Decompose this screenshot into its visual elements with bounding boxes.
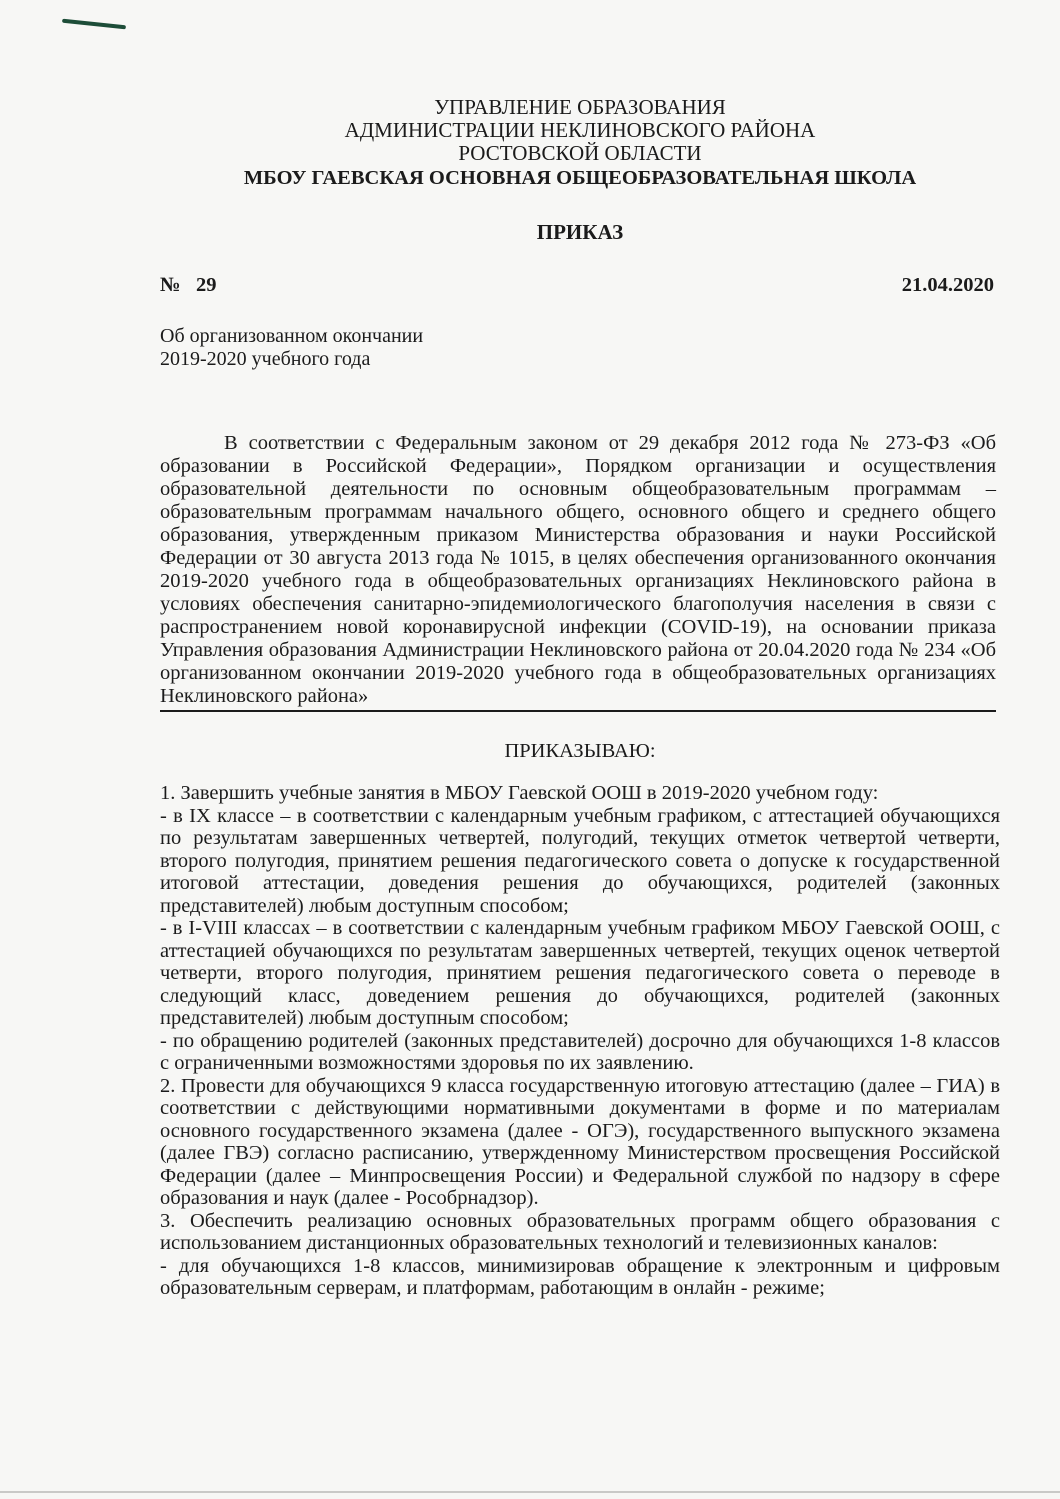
order-date: 21.04.2020: [901, 274, 994, 296]
subject-line-1: Об организованном окончании: [160, 325, 424, 347]
scan-edge: [0, 1491, 1060, 1493]
order-number-row: [160, 274, 994, 297]
paragraph: - в I-VIII классах – в соответствии с календарным учебным графиком МБОУ Гаевской ООШ, с аттестацией обучающихся по результатам завершенных четвертей, текущих оценок четвертой четверти, второго полугодия, принятием решения педагогического совета о переводе в следующий класс, доведением решения до обучающихся, родителей (законных представителей) любым доступным способом;: [160, 917, 1000, 1029]
paragraph: 1. Завершить учебные занятия в МБОУ Гаевской ООШ в 2019-2020 учебном году:: [160, 782, 879, 804]
paragraph: 3. Обеспечить реализацию основных образовательных программ общего образования с использованием дистанционных образовательных технологий и телевизионных каналов:: [160, 1209, 1000, 1254]
letterhead: [160, 96, 1000, 190]
paragraph: - по обращению родителей (законных представителей) досрочно для обучающихся 1-8 классов с ограниченными возможностями здоровья по их заявлению.: [160, 1029, 1000, 1074]
paragraph: - в IX классе – в соответствии с календарным учебным графиком, с аттестацией обучающихся по результатам завершенных четвертей, полугодий, текущих отметок четвертой четверти, второго полугодия, принятием решения педагогического совета о допуске к государственной итоговой аттестации, доведения решения до обучающихся, родителей (законных представителей) любым доступным способом;: [160, 804, 1000, 917]
header-line-3: РОСТОВСКОЙ ОБЛАСТИ: [458, 141, 702, 165]
command-heading: ПРИКАЗЫВАЮ:: [504, 740, 656, 762]
pen-mark: [62, 19, 126, 30]
preamble: В соответствии с Федеральным законом от 29 декабря 2012 года № 273-ФЗ «Об образовании в Российской Федерации», Порядком организации и осуществления образовательной деятельности по основным общеобразовательным программам – образовательным программам начального общего, основного общего и среднего общего образования, утвержденным приказом Министерства образования и науки Российской Федерации от 30 августа 2013 года № 1015, в целях обеспечения организованного окончания 2019-2020 учебного года в общеобразовательных организациях Неклиновского района в условиях обеспечения санитарно-эпидемиологического благополучия населения в связи с распространением новой коронавирусной инфекции (COVID-19), на основании приказа Управления образования Администрации Неклиновского района от 20.04.2020 года № 234 «Об организованном окончании 2019-2020 учебного года в общеобразовательных организациях Неклиновского района»: [160, 432, 996, 712]
order-subject: [160, 325, 423, 371]
subject-line-2: 2019-2020 учебного года: [160, 348, 371, 370]
paragraph: 2. Провести для обучающихся 9 класса государственную итоговую аттестацию (далее – ГИА) в соответствии с действующими нормативными документами в форме и по материалам основного государственного экзамена (далее - ОГЭ), государственного выпускного экзамена (далее ГВЭ) согласно расписанию, утвержденному Министерством просвещения Российской Федерации (далее – Минпросвещения России) и Федеральной службой по надзору в сфере образования и наук (далее - Рособрнадзор).: [160, 1074, 1000, 1209]
header-line-1: УПРАВЛЕНИЕ ОБРАЗОВАНИЯ: [434, 95, 726, 119]
order-title: ПРИКАЗ: [536, 220, 624, 244]
order-number-label: №: [160, 274, 181, 296]
order-number: 29: [195, 274, 217, 296]
order-body: [160, 782, 1000, 1300]
school-name: МБОУ ГАЕВСКАЯ ОСНОВНАЯ ОБЩЕОБРАЗОВАТЕЛЬНАЯ ШКОЛА: [243, 167, 917, 189]
header-line-2: АДМИНИСТРАЦИИ НЕКЛИНОВСКОГО РАЙОНА: [344, 118, 816, 142]
paragraph: - для обучающихся 1-8 классов, минимизировав обращение к электронным и цифровым образовательным серверам, и платформам, работающим в онлайн - режиме;: [160, 1254, 1000, 1299]
